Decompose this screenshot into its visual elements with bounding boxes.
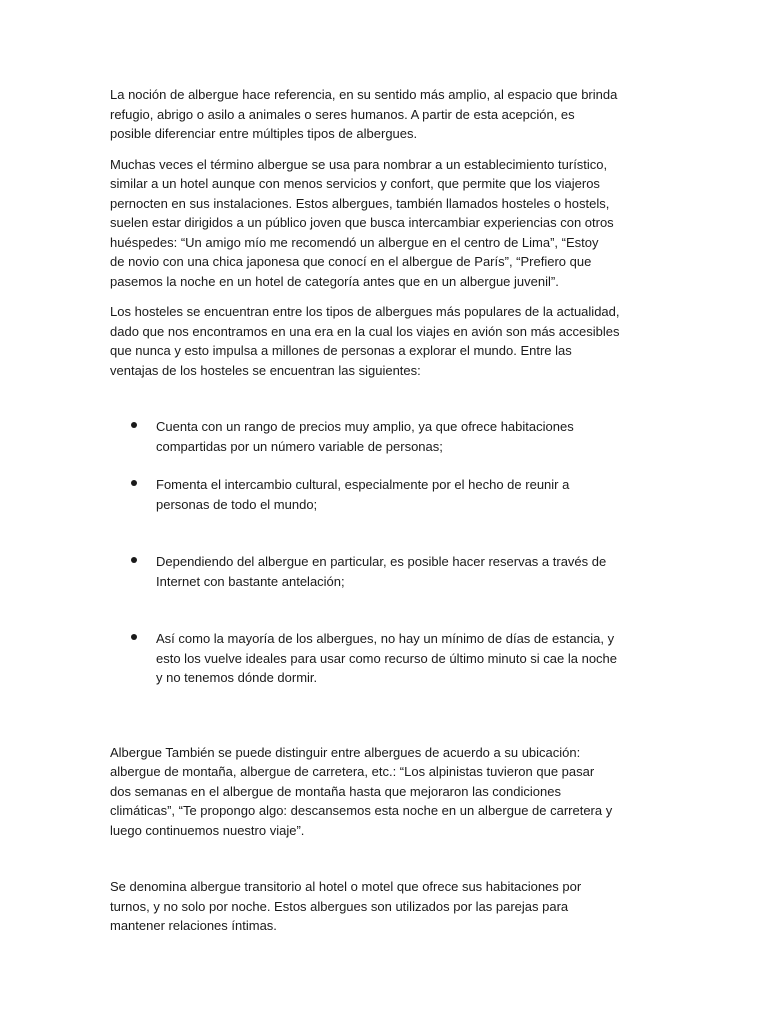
paragraph-hosteles — [110, 302, 660, 380]
text-line: dos semanas en el albergue de montaña hasta que mejoraron las condiciones — [110, 783, 561, 799]
text-line: personas de todo el mundo; — [156, 496, 318, 512]
document-page — [110, 85, 660, 936]
text-line: Fomenta el intercambio cultural, especialmente por el hecho de reunir a — [156, 477, 570, 492]
bullet-icon — [131, 422, 137, 428]
text-line: pernocten en sus instalaciones. Estos albergues, también llamados hosteles o hostels, — [110, 195, 610, 211]
text-line: dado que nos encontramos en una era en la cual los viajes en avión son más accesibles — [110, 323, 620, 339]
paragraph-albergue-transitorio — [110, 877, 660, 936]
text-line: ventajas de los hosteles se encuentran las siguientes: — [110, 362, 421, 378]
list-item — [110, 629, 660, 688]
text-line: turnos, y no solo por noche. Estos albergues son utilizados por las parejas para — [110, 898, 569, 914]
text-line: pasemos la noche en un hotel de categoría antes que en un albergue juvenil”. — [110, 273, 559, 289]
text-line: posible diferenciar entre múltiples tipos de albergues. — [110, 126, 418, 141]
text-line: compartidas por un número variable de personas; — [156, 438, 443, 454]
text-line: Los hosteles se encuentran entre los tipos de albergues más populares de la actualidad, — [110, 304, 620, 319]
paragraph-albergue-turistico — [110, 155, 660, 292]
text-line: La noción de albergue hace referencia, en su sentido más amplio, al espacio que brinda — [110, 87, 618, 102]
text-line: similar a un hotel aunque con menos servicios y confort, que permite que los viajeros — [110, 176, 600, 191]
text-line: luego continuemos nuestro viaje”. — [110, 822, 305, 838]
text-line: Dependiendo del albergue en particular, es posible hacer reservas a través de — [156, 554, 607, 569]
text-line: Así como la mayoría de los albergues, no hay un mínimo de días de estancia, y — [156, 631, 615, 646]
bullet-icon — [131, 557, 137, 563]
text-line: climáticas”, “Te propongo algo: descansemos esta noche en un albergue de carretera y — [110, 803, 613, 818]
advantages-list — [110, 417, 660, 688]
list-item — [110, 417, 660, 456]
text-line: y no tenemos dónde dormir. — [156, 670, 318, 685]
text-line: de novio con una chica japonesa que conocí en el albergue de París”, “Prefiero que — [110, 254, 592, 269]
text-line: albergue de montaña, albergue de carretera, etc.: “Los alpinistas tuvieron que pasar — [110, 764, 595, 779]
text-line: Muchas veces el término albergue se usa para nombrar a un establecimiento turístico, — [110, 156, 608, 172]
bullet-icon — [131, 480, 137, 486]
paragraph-ubicacion — [110, 743, 660, 841]
text-line: suelen estar dirigidos a un público joven que busca intercambiar experiencias con otros — [110, 215, 614, 230]
list-item — [110, 475, 660, 514]
text-line: que nunca y esto impulsa a millones de personas a explorar el mundo. Entre las — [110, 343, 572, 358]
text-line: Cuenta con un rango de precios muy amplio, ya que ofrece habitaciones — [156, 419, 574, 434]
list-item — [110, 552, 660, 591]
text-line: Internet con bastante antelación; — [156, 573, 345, 589]
text-line: esto los vuelve ideales para usar como recurso de último minuto si cae la noche — [156, 650, 618, 666]
text-line: Albergue También se puede distinguir entre albergues de acuerdo a su ubicación: — [110, 744, 581, 760]
text-line: Se denomina albergue transitorio al hotel o motel que ofrece sus habitaciones por — [110, 879, 582, 894]
bullet-icon — [131, 634, 137, 640]
paragraph-albergue-definition — [110, 85, 660, 144]
text-line: huéspedes: “Un amigo mío me recomendó un albergue en el centro de Lima”, “Estoy — [110, 234, 599, 250]
text-line: mantener relaciones íntimas. — [110, 918, 277, 933]
text-line: refugio, abrigo o asilo a animales o seres humanos. A partir de esta acepción, es — [110, 106, 575, 122]
